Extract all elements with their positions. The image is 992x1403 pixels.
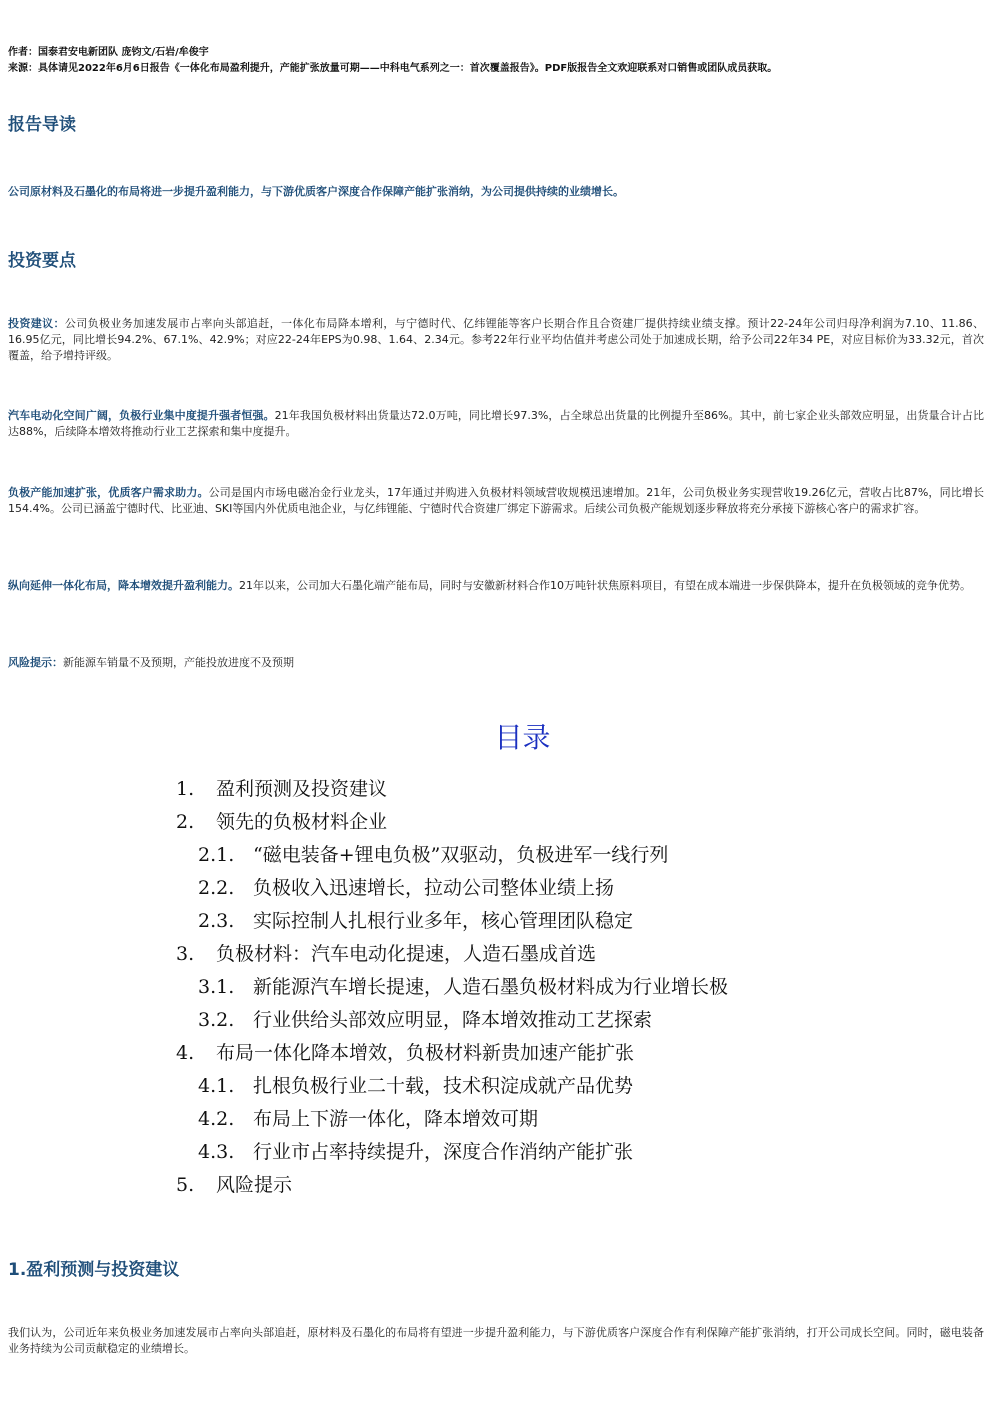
- toc-item-number: 3.: [176, 943, 195, 965]
- toc-item-label: 行业供给头部效应明显，降本增效推动工艺探索: [253, 1009, 653, 1031]
- toc-item-label: 扎根负极行业二十载，技术积淀成就产品优势: [253, 1075, 634, 1097]
- toc-item[interactable]: [176, 774, 387, 801]
- toc-item[interactable]: [198, 873, 614, 900]
- toc-item-number: 4.2.: [198, 1108, 235, 1130]
- section-1-text: 我们认为，公司近年来负极业务加速发展市占率向头部追赶，原材料及石墨化的布局将有望进一步提升盈利能力，与下游优质客户深度合作有利保障产能扩张消纳，打开公司成长空间。同时，磁电装备业务持续为公司贡献稳定的业绩增长。: [8, 1326, 984, 1355]
- toc-item[interactable]: [198, 1104, 538, 1131]
- toc-item-number: 1.: [176, 778, 195, 800]
- investment-point: [8, 408, 984, 440]
- source-line: 来源：具体请见2022年6月6日报告《一体化布局盈利提升，产能扩张放量可期——中科电气系列之一：首次覆盖报告》。PDF版报告全文欢迎联系对口销售或团队成员获取。: [8, 63, 778, 74]
- toc-item[interactable]: [198, 906, 633, 933]
- toc-item-label: 布局上下游一体化，降本增效可期: [253, 1108, 539, 1130]
- toc-item-number: 2.2.: [198, 877, 235, 899]
- toc-item[interactable]: [176, 807, 387, 834]
- investment-point-head: 汽车电动化空间广阔，负极行业集中度提升强者恒强。: [8, 409, 275, 422]
- toc-item[interactable]: [176, 1038, 634, 1065]
- toc-item-label: 风险提示: [216, 1174, 293, 1196]
- toc-item[interactable]: [198, 1071, 633, 1098]
- toc-item-label: 领先的负极材料企业: [216, 811, 388, 833]
- toc-item-number: 2.1.: [198, 844, 235, 866]
- toc-item-number: 3.1.: [198, 976, 235, 998]
- investment-point-head: 纵向延伸一体化布局，降本增效提升盈利能力。: [8, 579, 239, 592]
- toc-item-number: 2.3.: [198, 910, 235, 932]
- investment-point-body: 21年我国负极材料出货量达72.0万吨，同比增长97.3%，占全球总出货量的比例提升至86%。其中，前七家企业头部效应明显，出货量合计占比达88%，后续降本增效将推动行业工艺探索和集中度提升。: [8, 409, 984, 438]
- investment-point-body: 公司负极业务加速发展市占率向头部追赶，一体化布局降本增利，与宁德时代、亿纬锂能等客户长期合作且合资建厂提供持续业绩支撑。预计22-24年公司归母净利润为7.10、11.86、16.95亿元，同比增长94.2%、67.1%、42.9%；对应22-24年EPS为0.98、1.64、2.34元。参考22年行业平均估值并考虑公司处于加速成长期，给予公司22年34 PE，对应目标价为33.32元，首次覆盖，给予增持评级。: [8, 317, 985, 362]
- toc-item-label: 新能源汽车增长提速，人造石墨负极材料成为行业增长极: [253, 976, 729, 998]
- investment-point: [8, 578, 984, 594]
- toc-item-number: 5.: [176, 1174, 195, 1196]
- toc-item-number: 4.3.: [198, 1141, 235, 1163]
- investment-point-body: 21年以来，公司加大石墨化端产能布局，同时与安徽新材料合作10万吨针状焦原料项目，有望在成本端进一步保供降本，提升在负极领域的竞争优势。: [239, 579, 971, 592]
- report-guide-text: 公司原材料及石墨化的布局将进一步提升盈利能力，与下游优质客户深度合作保障产能扩张消纳，为公司提供持续的业绩增长。: [8, 185, 624, 198]
- toc-item[interactable]: [198, 972, 728, 999]
- toc-item-number: 2.: [176, 811, 195, 833]
- toc-item-label: 实际控制人扎根行业多年，核心管理团队稳定: [253, 910, 634, 932]
- toc-item-label: 行业市占率持续提升，深度合作消纳产能扩张: [253, 1141, 634, 1163]
- toc-item-label: 布局一体化降本增效，负极材料新贵加速产能扩张: [216, 1042, 635, 1064]
- report-guide-heading: 报告导读: [8, 115, 76, 135]
- toc-item-number: 4.: [176, 1042, 195, 1064]
- toc-item[interactable]: [198, 1137, 633, 1164]
- investment-point-head: 投资建议：: [8, 317, 65, 330]
- toc-item-label: “磁电装备+锂电负极”双驱动，负极进军一线行列: [253, 844, 669, 866]
- investment-point-head: 风险提示：: [8, 656, 63, 669]
- toc-item-label: 负极收入迅速增长，拉动公司整体业绩上扬: [253, 877, 615, 899]
- toc-item-number: 4.1.: [198, 1075, 235, 1097]
- toc-item-label: 盈利预测及投资建议: [216, 778, 388, 800]
- investment-point-body: 新能源车销量不及预期，产能投放进度不及预期: [63, 656, 294, 669]
- toc-item-number: 3.2.: [198, 1009, 235, 1031]
- author-line: 作者：国泰君安电新团队 庞钧文/石岩/牟俊宇: [8, 47, 209, 58]
- risk-note: [8, 655, 984, 671]
- toc-item[interactable]: [198, 840, 668, 867]
- investment-point-body: 公司是国内市场电磁冶金行业龙头，17年通过并购进入负极材料领域营收规模迅速增加。21年，公司负极业务实现营收19.26亿元，营收占比87%，同比增长154.4%。公司已涵盖宁德时代、比亚迪、SKI等国内外优质电池企业，与亿纬锂能、宁德时代合资建厂绑定下游需求。后续公司负极产能规划逐步释放将充分承接下游核心客户的需求扩容。: [8, 486, 985, 515]
- toc-item[interactable]: [176, 1170, 292, 1197]
- investment-point-head: 负极产能加速扩张，优质客户需求助力。: [8, 486, 209, 499]
- toc-item[interactable]: [198, 1005, 652, 1032]
- section-1-heading: 1.盈利预测与投资建议: [8, 1260, 180, 1280]
- investment-point: [8, 316, 984, 364]
- toc-item-label: 负极材料：汽车电动化提速，人造石墨成首选: [216, 943, 597, 965]
- investment-points-heading: 投资要点: [8, 251, 76, 271]
- toc-title: 目录: [494, 721, 551, 754]
- toc-item[interactable]: [176, 939, 596, 966]
- investment-point: [8, 485, 984, 517]
